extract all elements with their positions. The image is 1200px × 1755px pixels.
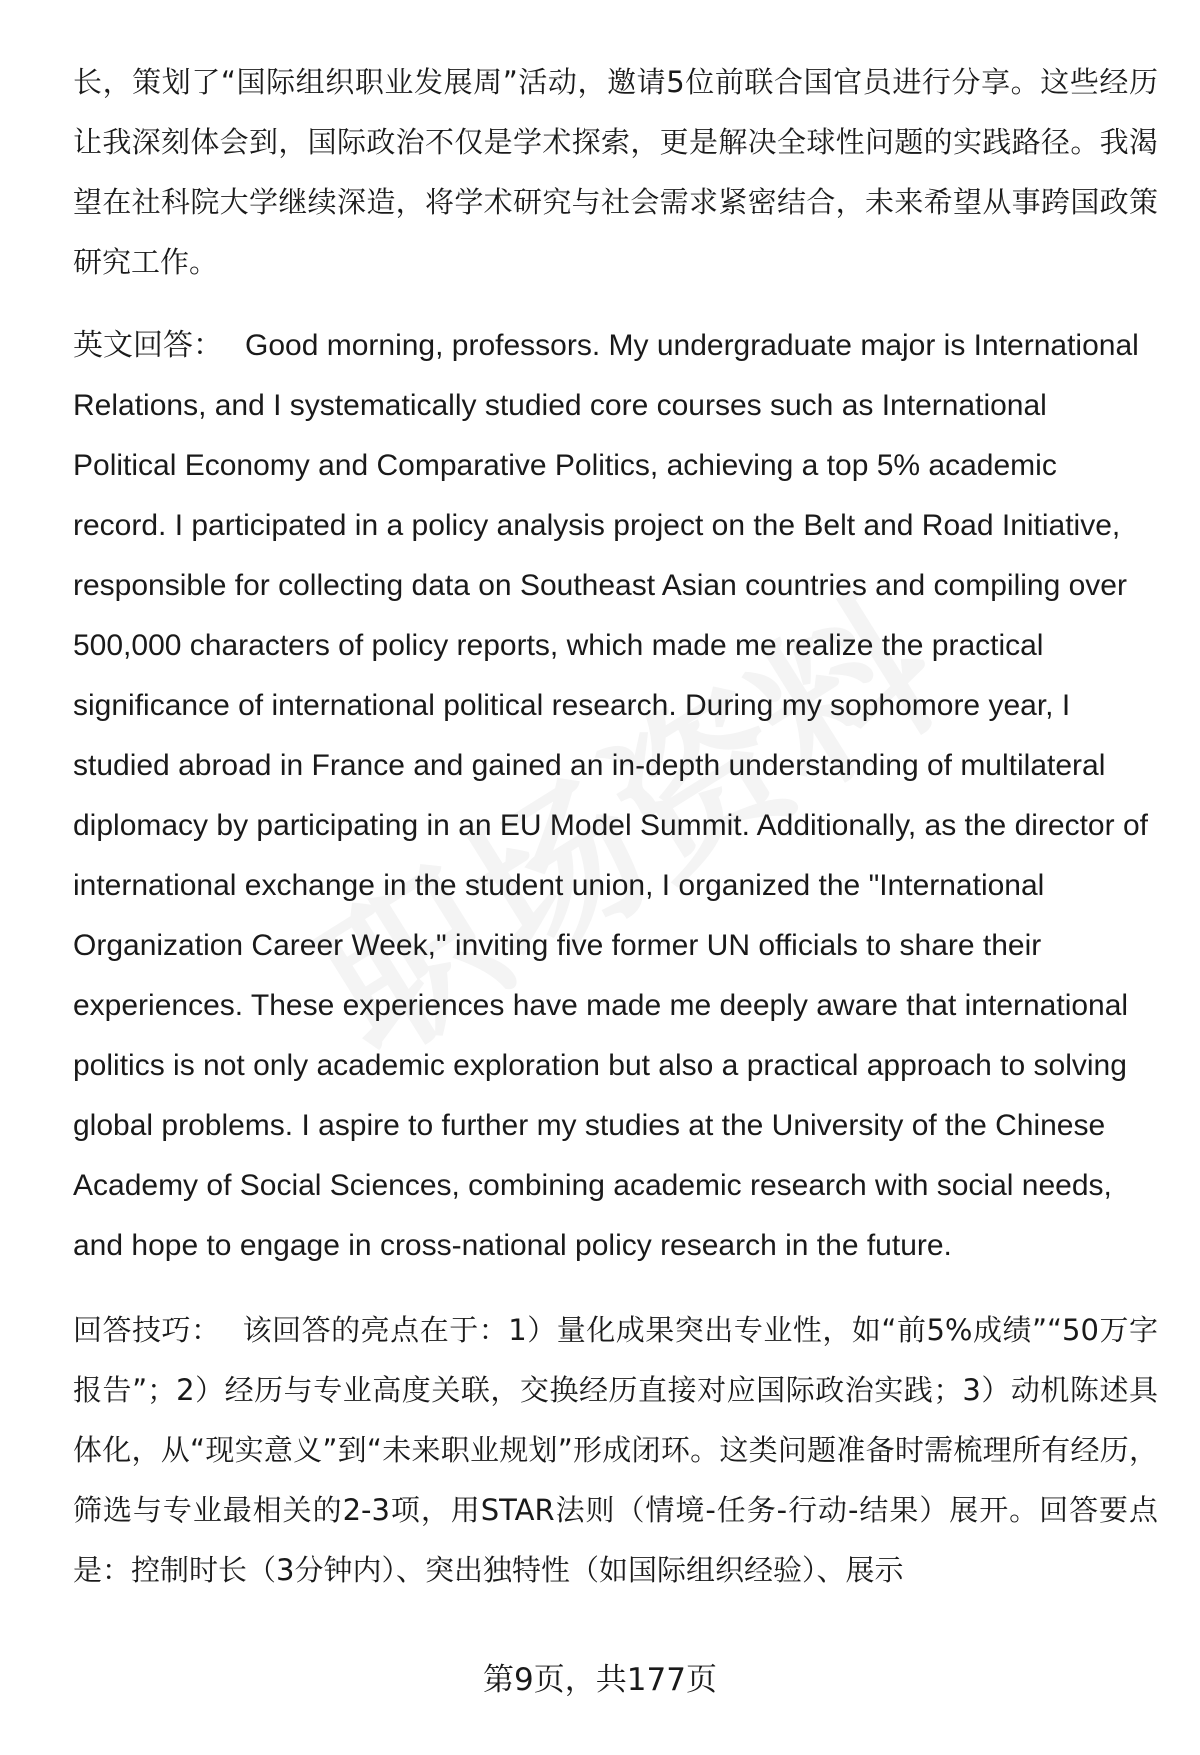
page-number-footer <box>0 1660 1200 1700</box>
answer-tips-paragraph <box>73 1300 1158 1600</box>
answer-tips-label: 回答技巧： <box>73 1313 221 1347</box>
continuation-text: 长，策划了“国际组织职业发展周”活动，邀请5位前联合国官员进行分享。这些经历让我深刻体会到，国际政治不仅是学术探索，更是解决全球性问题的实践路径。我渴望在社科院大学继续深造，将学术研究与社会需求紧密结合，未来希望从事跨国政策研究工作。 <box>73 65 1158 279</box>
english-answer-label: 英文回答： <box>73 329 223 362</box>
page-number: 第9页，共177页 <box>483 1662 717 1698</box>
english-answer-paragraph <box>73 316 1158 1276</box>
continuation-paragraph <box>73 52 1158 292</box>
document-body <box>73 52 1158 1624</box>
english-answer-text: Good morning, professors. My undergraduate major is International Relations, and I systematically studied core courses such as International Political Economy and Comparative Politics, achieving a top 5% academic record. I participated in a policy analysis project on the Belt and Road Initiative, responsible for collecting data on Southeast Asian countries and compiling over 500,000 characters of policy reports, which made me realize the practical significance of international political research. During my sophomore year, I studied abroad in France and gained an in-depth understanding of multilateral diplomacy by participating in an EU Model Summit. Additionally, as the director of international exchange in the student union, I organized the "International Organization Career Week," inviting five former UN officials to share their experiences. These experiences have made me deeply aware that international politics is not only academic exploration but also a practical approach to solving global problems. I aspire to further my studies at the University of the Chinese Academy of Social Sciences, combining academic research with social needs, and hope to engage in cross-national policy research in the future. <box>73 329 1148 1262</box>
answer-tips-text: 该回答的亮点在于：1）量化成果突出专业性，如“前5%成绩”“50万字报告”；2）经历与专业高度关联，交换经历直接对应国际政治实践；3）动机陈述具体化，从“现实意义”到“未来职业规划”形成闭环。这类问题准备时需梳理所有经历，筛选与专业最相关的2-3项，用STAR法则（情境-任务-行动-结果）展开。回答要点是：控制时长（3分钟内）、突出独特性（如国际组织经验）、展示 <box>73 1313 1158 1587</box>
